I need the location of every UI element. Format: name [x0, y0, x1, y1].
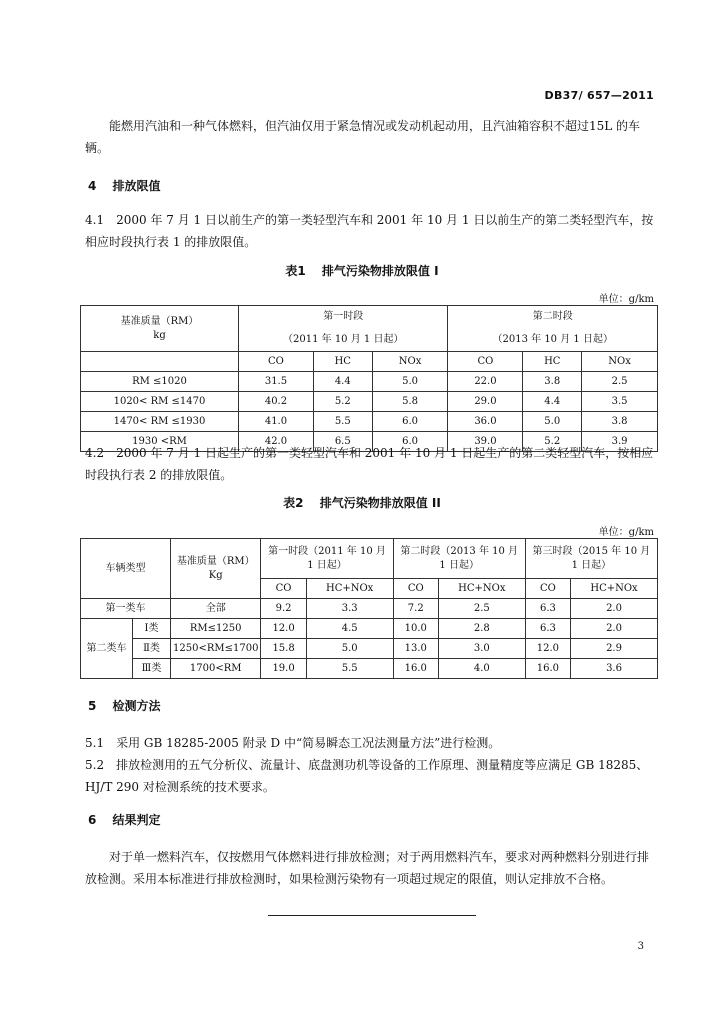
table-cell: 2.5 [438, 599, 525, 619]
table-cell: 4.4 [523, 392, 582, 412]
table-1-period-2-date: （2013 年 10 月 1 日起） [448, 329, 658, 352]
table-cell: 5.0 [372, 372, 448, 392]
table-1-period-1-date: （2011 年 10 月 1 日起） [239, 329, 448, 352]
table-cell: 4.4 [313, 372, 372, 392]
table-cell: 2.8 [438, 619, 525, 639]
table-1-subheader: CO [448, 352, 523, 372]
table-cell: Ⅰ类 [133, 619, 171, 639]
table-cell: 19.0 [261, 659, 306, 679]
section-4-heading [88, 177, 161, 194]
table-cell: 3.8 [523, 372, 582, 392]
paragraph-4-1: 4.1 2000 年 7 月 1 日以前生产的第一类轻型汽车和 2001 年 10 月 1 日以前生产的第二类轻型汽车，按相应时段执行表 1 的排放限值。 [85, 213, 654, 249]
table-cell: 16.0 [525, 659, 570, 679]
table-cell: 6.5 [313, 432, 372, 452]
table-cell: 3.8 [582, 412, 658, 432]
section-4-number: 4 [88, 179, 97, 193]
table-cell: 41.0 [239, 412, 314, 432]
table-cell: 全部 [171, 599, 261, 619]
table-row [81, 599, 658, 619]
table-2-subheader: CO [393, 579, 438, 599]
section-6-title: 结果判定 [112, 813, 161, 827]
table-cell: 5.8 [372, 392, 448, 412]
table-cell: 2.9 [571, 639, 658, 659]
table-1-base-label: 基准质量（RM） [120, 315, 199, 327]
paragraph-fuel: 能燃用汽油和一种气体燃料，但汽油仅用于紧急情况或发动机起动用，且汽油箱容积不超过15L 的车辆。 [85, 119, 641, 155]
table-cell: 5.0 [523, 412, 582, 432]
table-cell: 15.8 [261, 639, 306, 659]
table-cell: Ⅲ类 [133, 659, 171, 679]
table-cell: 12.0 [525, 639, 570, 659]
table-cell: 1020< RM ≤1470 [81, 392, 239, 412]
table-cell: 6.3 [525, 599, 570, 619]
table-1-subheader: HC [523, 352, 582, 372]
section-6-number: 6 [88, 813, 97, 827]
table-2-subheader: HC+NOx [306, 579, 393, 599]
section-5-number: 5 [88, 699, 97, 713]
table-2-unit: 单位：g/km [598, 527, 654, 538]
table-2-type-header: 车辆类型 [81, 539, 171, 599]
table-cell: 5.2 [313, 392, 372, 412]
paragraph-5-1: 5.1 采用 GB 18285-2005 附录 D 中“简易瞬态工况法测量方法”进行检测。 [85, 736, 501, 750]
page-number: 3 [637, 941, 644, 952]
table-1-base-header [81, 306, 239, 352]
table-1-subheader: HC [313, 352, 372, 372]
table-2-subheader: CO [261, 579, 306, 599]
table-cell: 12.0 [261, 619, 306, 639]
table-2 [80, 538, 658, 679]
end-rule [268, 915, 476, 916]
table-cell: 4.0 [438, 659, 525, 679]
table-cell: 6.0 [372, 432, 448, 452]
table-1 [80, 305, 658, 452]
table-1-subheader: NOx [582, 352, 658, 372]
table-cell: 16.0 [393, 659, 438, 679]
table-cell: 5.0 [306, 639, 393, 659]
table-1-period-2: 第二时段 [448, 306, 658, 329]
table-cell: 3.5 [582, 392, 658, 412]
table-cell: 2.0 [571, 599, 658, 619]
table-cell: 6.3 [525, 619, 570, 639]
table-cell: 2.5 [582, 372, 658, 392]
table-1-unit: 单位：g/km [598, 294, 654, 305]
table-cell: 1700<RM [171, 659, 261, 679]
table-2-period-1: 第一时段（2011 年 10 月 1 日起） [261, 539, 393, 579]
table-cell: 1930 <RM [81, 432, 239, 452]
table-cell: 31.5 [239, 372, 314, 392]
table-2-subheader: HC+NOx [438, 579, 525, 599]
paragraph-5-2: 5.2 排放检测用的五气分析仪、流量计、底盘测功机等设备的工作原理、测量精度等应满足 GB 18285、HJ/T 290 对检测系统的技术要求。 [85, 758, 649, 794]
paragraph-4-2: 4.2 2000 年 7 月 1 日起生产的第一类轻型汽车和 2001 年 10 月 1 日起生产的第二类轻型汽车，按相应时段执行表 2 的排放限值。 [85, 446, 654, 482]
table-cell: 29.0 [448, 392, 523, 412]
table-2-subheader: HC+NOx [571, 579, 658, 599]
table-cell: 5.5 [306, 659, 393, 679]
table-cell: 5.2 [523, 432, 582, 452]
table-cell: 1250<RM≤1700 [171, 639, 261, 659]
table-cell: 39.0 [448, 432, 523, 452]
table-2-period-2: 第二时段（2013 年 10 月 1 日起） [393, 539, 525, 579]
table-2-caption: 表2 排气污染物排放限值 II [283, 496, 441, 510]
table-1-subheader-row [81, 352, 658, 372]
table-cell: RM ≤1020 [81, 372, 239, 392]
section-5-heading [88, 697, 161, 714]
table-2-subheader: CO [525, 579, 570, 599]
table-cell: 6.0 [372, 412, 448, 432]
table-cell: 36.0 [448, 412, 523, 432]
table-2-second-class-label: 第二类车 [81, 619, 133, 679]
table-cell: RM≤1250 [171, 619, 261, 639]
table-cell: 3.0 [438, 639, 525, 659]
table-row [81, 619, 658, 639]
table-cell: 9.2 [261, 599, 306, 619]
table-cell: Ⅱ类 [133, 639, 171, 659]
table-cell: 3.3 [306, 599, 393, 619]
table-cell: 13.0 [393, 639, 438, 659]
table-cell: 5.5 [313, 412, 372, 432]
table-row [81, 412, 658, 432]
table-1-base-unit: kg [153, 329, 166, 341]
table-row [81, 392, 658, 412]
table-cell: 22.0 [448, 372, 523, 392]
table-cell: 10.0 [393, 619, 438, 639]
table-cell: 1470< RM ≤1930 [81, 412, 239, 432]
section-6-heading [88, 811, 161, 828]
table-row [81, 639, 658, 659]
table-2-base-header: 基准质量（RM）Kg [171, 539, 261, 599]
table-cell: 2.0 [571, 619, 658, 639]
table-cell: 7.2 [393, 599, 438, 619]
table-2-period-3: 第三时段（2015 年 10 月 1 日起） [525, 539, 657, 579]
table-1-subheader: NOx [372, 352, 448, 372]
table-cell: 42.0 [239, 432, 314, 452]
table-1-period-1: 第一时段 [239, 306, 448, 329]
table-cell: 40.2 [239, 392, 314, 412]
table-1-caption: 表1 排气污染物排放限值 I [285, 264, 439, 278]
section-5-title: 检测方法 [112, 699, 161, 713]
table-cell: 3.6 [571, 659, 658, 679]
paragraph-6: 对于单一燃料汽车，仅按燃用气体燃料进行排放检测；对于两用燃料汽车，要求对两种燃料分别进行排放检测。采用本标准进行排放检测时，如果检测污染物有一项超过规定的限值，则认定排放不合格。 [85, 850, 650, 886]
table-row [81, 659, 658, 679]
table-cell: 第一类车 [81, 599, 171, 619]
table-cell: 3.9 [582, 432, 658, 452]
table-1-subheader: CO [239, 352, 314, 372]
standard-number: DB37/ 657—2011 [544, 89, 654, 102]
table-row [81, 372, 658, 392]
section-4-title: 排放限值 [112, 179, 161, 193]
table-cell: 4.5 [306, 619, 393, 639]
